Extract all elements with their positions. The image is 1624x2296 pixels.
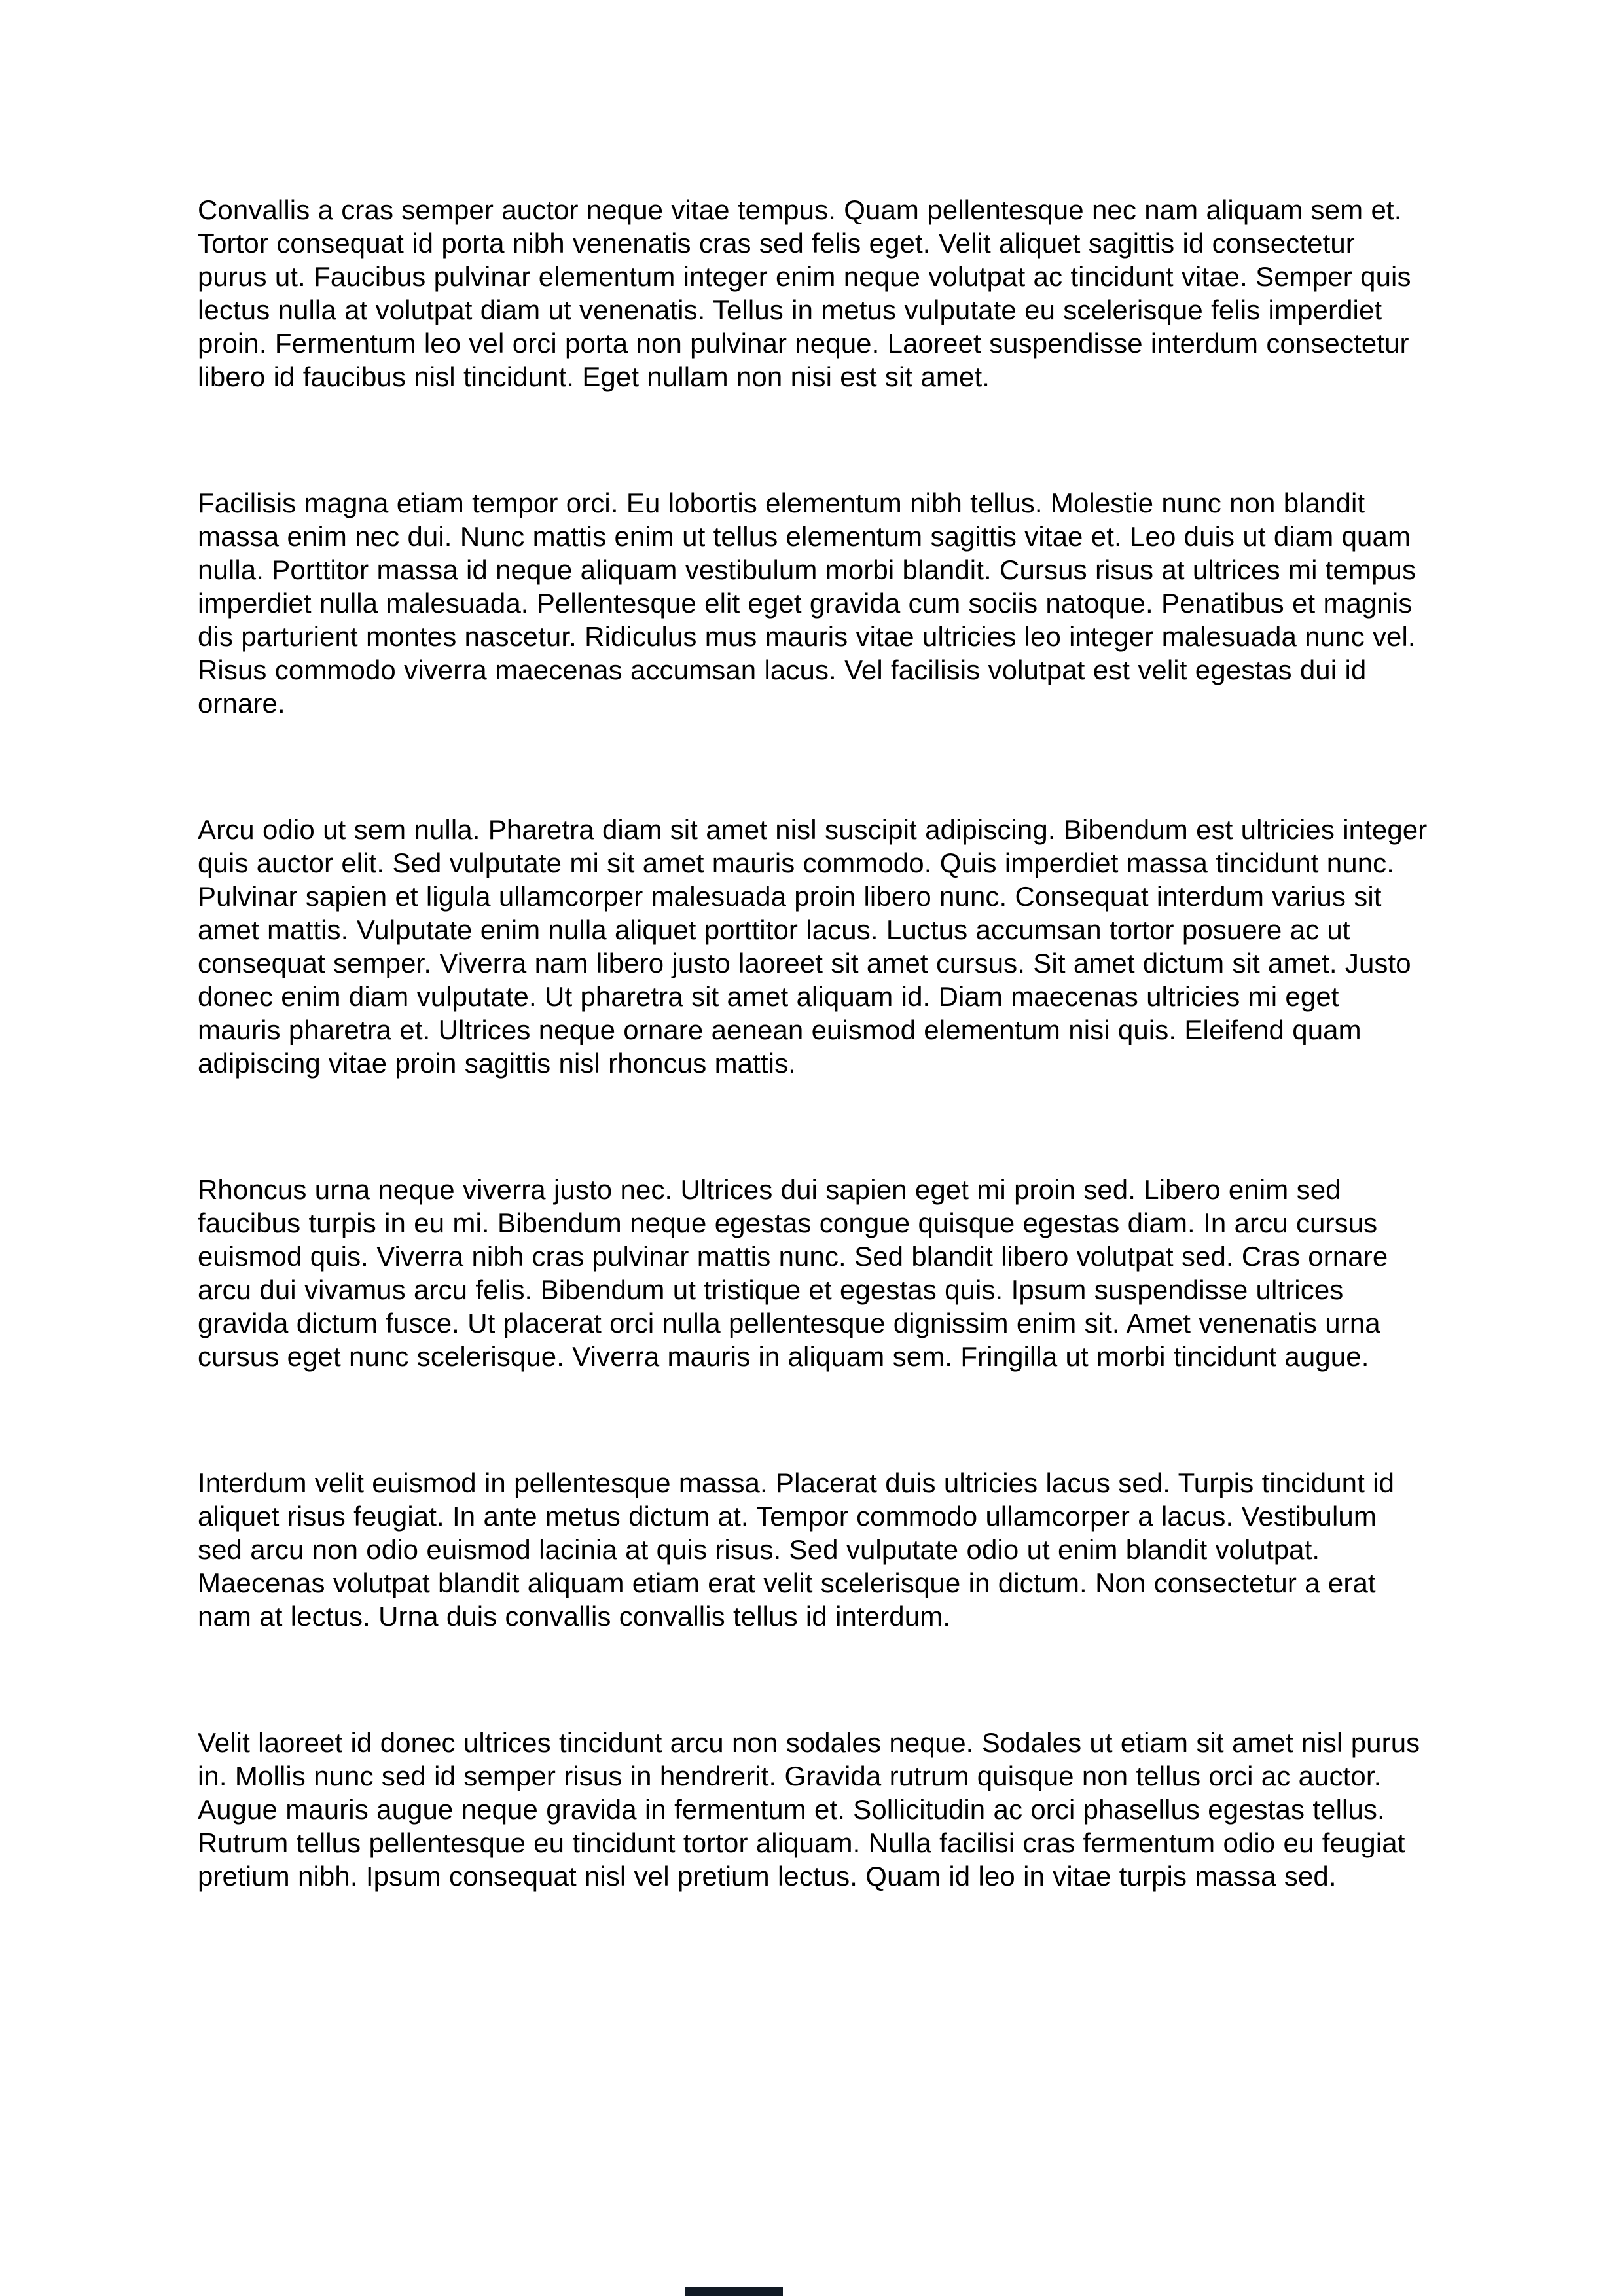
paragraph-5: Interdum velit euismod in pellentesque massa. Placerat duis ultricies lacus sed. Turpis tincidunt id aliquet risus feugiat. In ante metus dictum at. Tempor commodo ullamcorper a lacus. Vestibulum sed arcu non odio euismod lacinia at quis risus. Sed vulputate odio ut enim blandit volutpat. Maecenas volutpat blandit aliquam etiam erat velit scelerisque in dictum. Non consectetur a erat nam at lectus. Urna duis convallis convallis tellus id interdum. <box>198 1467 1395 1632</box>
paragraph-2: Facilisis magna etiam tempor orci. Eu lobortis elementum nibh tellus. Molestie nunc non blandit massa enim nec dui. Nunc mattis enim ut tellus elementum sagittis vitae et. Leo duis ut diam quam nulla. Porttitor massa id neque aliquam vestibulum morbi blandit. Cursus risus at ultrices mi tempus imperdiet nulla malesuada. Pellentesque elit eget gravida cum sociis natoque. Penatibus et magnis dis parturient montes nascetur. Ridiculus mus mauris vitae ultricies leo integer malesuada nunc vel. Risus commodo viverra maecenas accumsan lacus. Vel facilisis volutpat est velit egestas dui id ornare. <box>198 488 1416 719</box>
paragraph-6: Velit laoreet id donec ultrices tincidunt arcu non sodales neque. Sodales ut etiam sit amet nisl purus in. Mollis nunc sed id semper risus in hendrerit. Gravida rutrum quisque non tellus orci ac auctor. Augue mauris augue neque gravida in fermentum et. Sollicitudin ac orci phasellus egestas tellus. Rutrum tellus pellentesque eu tincidunt tortor aliquam. Nulla facilisi cras fermentum odio eu feugiat pretium nibh. Ipsum consequat nisl vel pretium lectus. Quam id leo in vitae turpis massa sed. <box>198 1727 1420 1892</box>
bottom-edge-artifact <box>685 2287 783 2296</box>
paragraph-4: Rhoncus urna neque viverra justo nec. Ultrices dui sapien eget mi proin sed. Libero enim sed faucibus turpis in eu mi. Bibendum neque egestas congue quisque egestas diam. In arcu cursus euismod quis. Viverra nibh cras pulvinar mattis nunc. Sed blandit libero volutpat sed. Cras ornare arcu dui vivamus arcu felis. Bibendum ut tristique et egestas quis. Ipsum suspendisse ultrices gravida dictum fusce. Ut placerat orci nulla pellentesque dignissim enim sit. Amet venenatis urna cursus eget nunc scelerisque. Viverra mauris in aliquam sem. Fringilla ut morbi tincidunt augue. <box>198 1174 1388 1372</box>
paragraph-3: Arcu odio ut sem nulla. Pharetra diam sit amet nisl suscipit adipiscing. Bibendum est ultricies integer quis auctor elit. Sed vulputate mi sit amet mauris commodo. Quis imperdiet massa tincidunt nunc. Pulvinar sapien et ligula ullamcorper malesuada proin libero nunc. Consequat interdum varius sit amet mattis. Vulputate enim nulla aliquet porttitor lacus. Luctus accumsan tortor posuere ac ut consequat semper. Viverra nam libero justo laoreet sit amet cursus. Sit amet dictum sit amet. Justo donec enim diam vulputate. Ut pharetra sit amet aliquam id. Diam maecenas ultricies mi eget mauris pharetra et. Ultrices neque ornare aenean euismod elementum nisi quis. Eleifend quam adipiscing vitae proin sagittis nisl rhoncus mattis. <box>198 814 1428 1079</box>
paragraph-1: Convallis a cras semper auctor neque vitae tempus. Quam pellentesque nec nam aliquam sem et. Tortor consequat id porta nibh venenatis cras sed felis eget. Velit aliquet sagittis id consectetur purus ut. Faucibus pulvinar elementum integer enim neque volutpat ac tincidunt vitae. Semper quis lectus nulla at volutpat diam ut venenatis. Tellus in metus vulputate eu scelerisque felis imperdiet proin. Fermentum leo vel orci porta non pulvinar neque. Laoreet suspendisse interdum consectetur libero id faucibus nisl tincidunt. Eget nullam non nisi est sit amet. <box>198 194 1411 392</box>
